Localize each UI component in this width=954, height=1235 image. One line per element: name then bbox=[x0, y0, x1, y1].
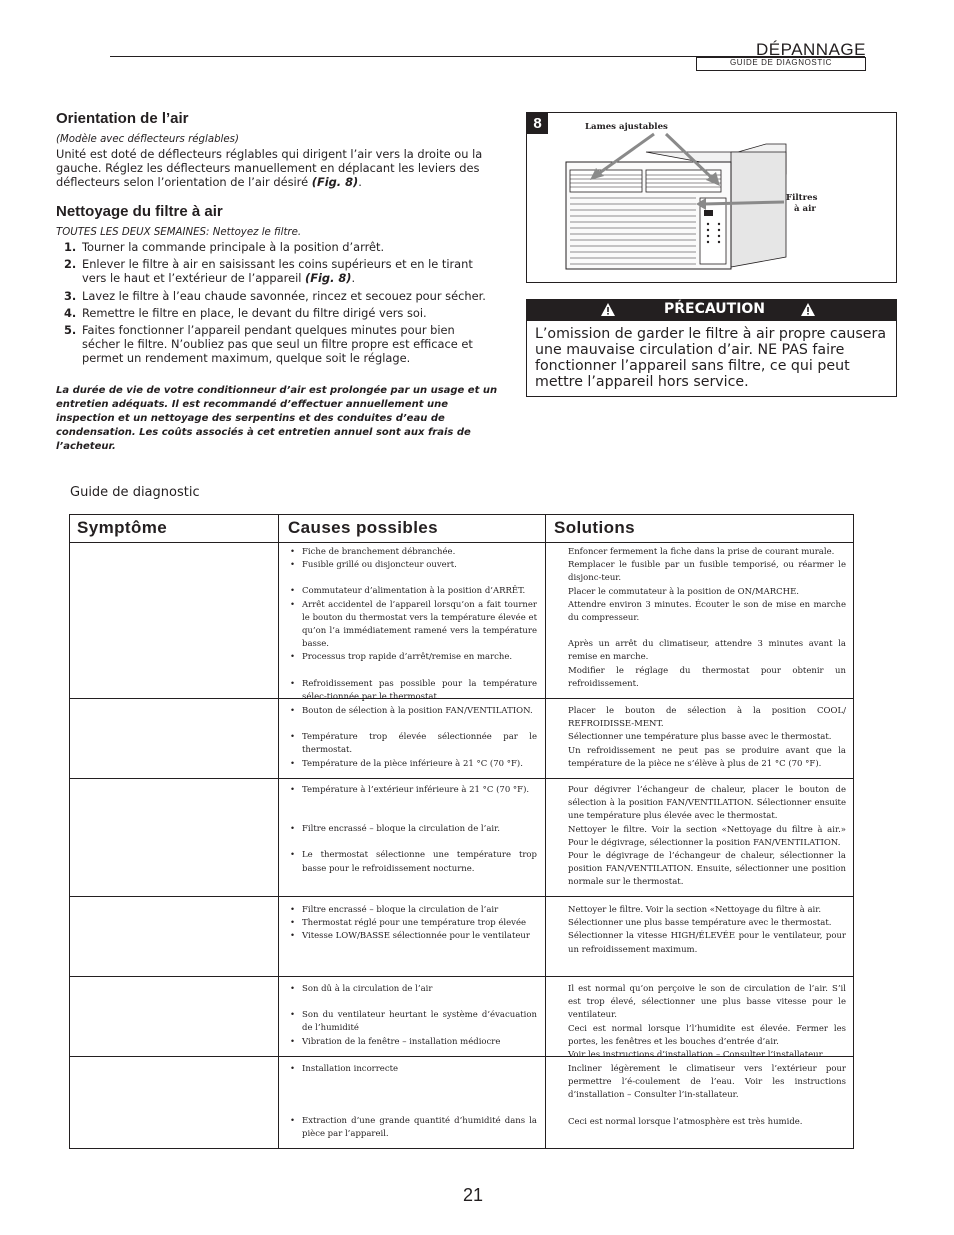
orientation-body-text: Unité est doté de déflecteurs réglables qui dirigent l’air vers la droite ou la gauche. Réglez les déflecteurs manuellement en déplacant les leviers des déflecteurs selon l’orientation de l’air désiré bbox=[56, 147, 483, 190]
causes-cell: • Bouton de sélection à la position FAN/VENTILATION. • Température trop élevée sélectionnée par le thermostat. • Température de la pièce inférieure à 21 °C (70 °F). bbox=[288, 705, 537, 771]
causes-cell: • Son dû à la circulation de l’air • Son du ventilateur heurtant le système d’évacuation de l’humidité • Vibration de la fenêtre – installation médiocre bbox=[288, 983, 537, 1049]
warning-icon bbox=[800, 302, 816, 317]
caution-title: PŔECAUTION bbox=[664, 301, 766, 317]
solutions-cell: Nettoyer le filtre. Voir la section «Nettoyage du filtre à air. Sélectionner une plus basse température avec le thermostat. Sélectionner la vitesse HIGH/ÉLEVÉE pour le ventilateur, pour un refroidissement maximum. bbox=[568, 905, 846, 955]
page-number: 21 bbox=[463, 1185, 484, 1205]
header-causes: Causes possibles bbox=[288, 518, 439, 537]
filters-label-2: à air bbox=[794, 204, 816, 214]
header-solutions: Solutions bbox=[554, 518, 636, 537]
solutions-cell: Pour dégivrer l’échangeur de chaleur, placer le bouton de sélection à la position FAN/VENTILATION. Sélectionner ensuite une température plus élevée avec le thermostat. Nettoyer le filtre. Voir la section «Nettoyage du filtre à air.» Pour le dégivrage, sélectionner la position FAN/VENTILATION. Pour le dégivrage de l’échangeur de chaleur, sélectionner la position FAN/VENTILATION. Ensuite, sélectionner une position normale sur le thermostat. bbox=[568, 785, 846, 888]
step-item: 2. Enlever le filtre à air en saisissant les coins supérieurs et en le tirant vers le haut et l’extérieur de l’appareil (Fig. 8). bbox=[64, 257, 473, 286]
ac-cabinet-side bbox=[731, 152, 786, 267]
causes-cell: • Filtre encrassé – bloque la circulation de l’air • Thermostat réglé pour une température trop élevée • Vitesse LOW/BASSE sélectionnée pour le ventilateur bbox=[288, 904, 537, 944]
solutions-cell: Enfoncer fermement la fiche dans la prise de courant murale. Remplacer le fusible par un fusible temporisé, ou réarmer le disjonc-teur. Placer le commutateur à la position de ON/MARCHE. Attendre environ 3 minutes. Écouter le son de mise en marche du compresseur. Après un arrêt du climatiseur, attendre 3 minutes avant la remise en marche. Modifier le réglage du thermostat pour obtenir un refroidissement. bbox=[568, 547, 846, 689]
step-item: 3. Lavez le filtre à l’eau chaude savonnée, rincez et secouez pour sécher. bbox=[64, 288, 486, 303]
cleaning-steps bbox=[56, 240, 490, 369]
cleaning-heading: Nettoyage du filtre à air bbox=[56, 203, 223, 220]
louvers-label: Lames ajustables bbox=[585, 122, 668, 132]
causes-cell: • Installation incorrecte • Extraction d’une grande quantité d’humidité dans la pièce par l’appareil. bbox=[288, 1063, 537, 1142]
fig-ref: (Fig. 8) bbox=[311, 175, 359, 190]
step-item: 1. Tourner la commande principale à la position d’arrêt. bbox=[64, 240, 385, 254]
causes-cell: • Fiche de branchement débranchée. • Fusible grillé ou disjoncteur ouvert. • Commutateur d’alimentation à la position d’ARRÊT. • Arrêt accidentel de l’appareil lorsqu’on a fait tourner le bouton du thermostat vers la température élevée et qu’on l’a immédiatement ramené vers la température basse. • Processus trop rapide d’arrêt/remise en marche. • Refroidissement pas possible pour la température sélec-tionnée par le thermostat. bbox=[288, 546, 537, 704]
model-note: (Modèle avec déflecteurs réglables) bbox=[56, 134, 239, 145]
solutions-cell: Placer le bouton de sélection à la position COOL/ REFROIDISSE-MENT. Sélectionner une température plus basse avec le thermostat. Un refroidissement ne peut pas se produire avant que la température de la pièce ne s’élève à plus de 21 °C (70 °F). bbox=[568, 706, 846, 769]
warning-icon bbox=[600, 302, 616, 317]
causes-cell: • Température à l’extérieur inférieure à 21 °C (70 °F). • Filtre encrassé – bloque la circulation de l’air. • Le thermostat sélectionne une température trop basse pour le refroidissement nocturne. bbox=[288, 784, 537, 876]
solutions-cell: Incliner légèrement le climatiseur vers l’extérieur pour permettre l’é-coulement de l’eau. Voir les instructions d’installation – Consulter l’in-stallateur. Ceci est normal lorsque l’atmosphère est très humide. bbox=[568, 1064, 846, 1127]
step-item: 4. Remettre le filtre en place, le devant du filtre dirigé vers soi. bbox=[64, 305, 427, 320]
orientation-heading: Orientation de l’air bbox=[56, 110, 189, 127]
section-title: DÉPANNAGE bbox=[756, 40, 866, 59]
air-conditioner-illustration bbox=[526, 112, 897, 283]
orientation-body-end: . bbox=[358, 175, 362, 190]
filters-label-1: Filtres bbox=[786, 193, 818, 203]
section-subtitle: GUIDE DE DIAGNOSTIC bbox=[729, 58, 833, 67]
diagnostic-table bbox=[69, 514, 854, 1149]
solutions-cell: Il est normal qu’on perçoive le son de circulation de l’air. S’il est trop élevé, sélectionner une plus basse vitesse pour le ventilateur. Ceci est normal lorsque l’l’humidite est élevée. Fermer les portes, les fenêtres et les bouches d’entrée d’air. Voir les instructions d’installation – Consulter l’installateur. bbox=[568, 984, 846, 1061]
left-louver bbox=[570, 170, 642, 192]
cleaning-subnote: TOUTES LES DEUX SEMAINES: Nettoyez le filtre. bbox=[56, 227, 302, 238]
header-symptom: Symptôme bbox=[77, 518, 168, 537]
caution-header bbox=[526, 299, 897, 321]
guide-label: Guide de diagnostic bbox=[70, 485, 200, 500]
step-item: 5. Faites fonctionner l’appareil pendant quelques minutes pour bien sécher le filtre. N’oubliez pas que seul un filtre propre est efficace et permet un rendement maximum, quelque soit le réglage. bbox=[64, 323, 473, 366]
figure-number: 8 bbox=[527, 113, 548, 134]
caution-text: L’omission de garder le filtre à air propre causera une mauvaise circulation d’air. NE PAS faire fonctionner l’appareil sans filtre, ce qui peut mettre l’appareil hors service. bbox=[535, 326, 887, 390]
orientation-body bbox=[56, 147, 506, 190]
control-display bbox=[704, 210, 713, 216]
maintenance-footnote: La durée de vie de votre conditionneur d’air est prolongée par un usage et un entretien adéquats. Il est recommandé d’effectuer annuellement une inspection et un nettoyage des serpentins et des conduites d’eau de condensation. Les coûts associés à cet entretien annuel sont aux frais de l’acheteur. bbox=[56, 385, 498, 452]
